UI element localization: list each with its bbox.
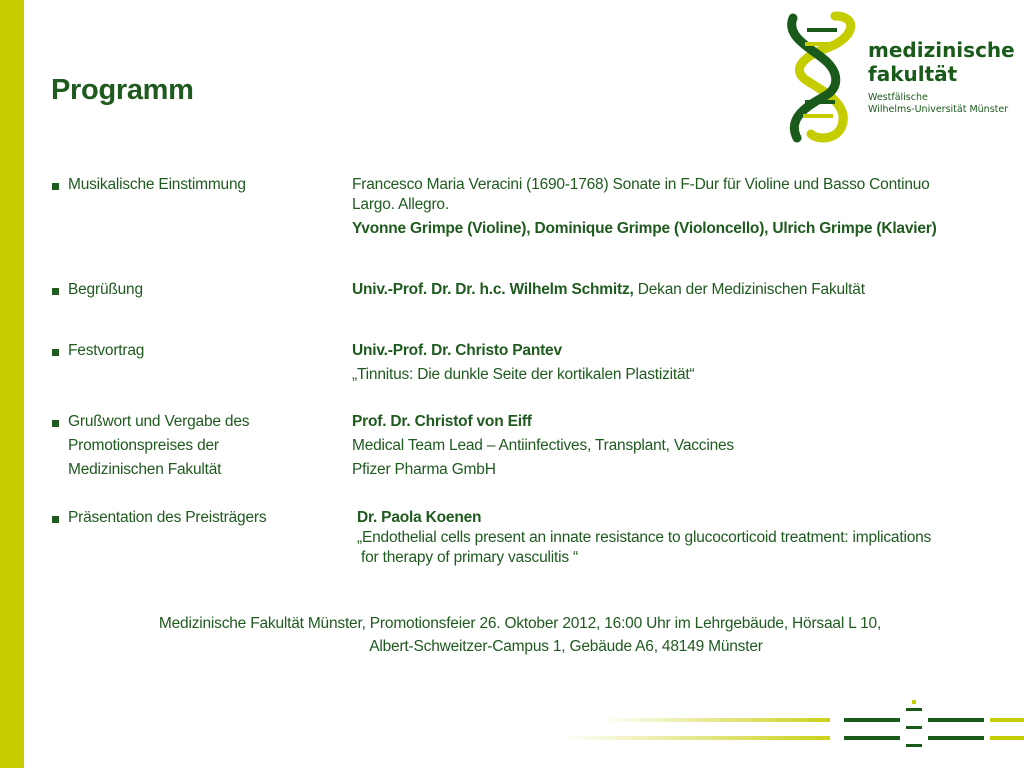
- item-label: Präsentation des Preisträgers: [68, 509, 267, 526]
- speaker-name: Prof. Dr. Christof von Eiff: [352, 413, 532, 430]
- lecture-title: „Tinnitus: Die dunkle Seite der kortikalen Plastizität“: [352, 366, 695, 383]
- logo-sub-line2: Wilhelms-Universität Münster: [868, 104, 1009, 115]
- item-label-line: Promotionspreises der: [68, 437, 219, 454]
- presentation-title-line: „Endothelial cells present an innate resistance to glucocorticoid treatment: implications: [357, 529, 932, 546]
- bullet-icon: [52, 288, 59, 295]
- logo-name-line2: fakultät: [868, 62, 958, 86]
- logo-name-line1: medizinische: [868, 38, 1015, 62]
- faculty-logo: [775, 10, 1020, 145]
- logo-sub-line1: Westfälische: [868, 92, 928, 103]
- item-label-line: Medizinischen Fakultät: [68, 461, 222, 478]
- logo-name: [868, 38, 1015, 86]
- item-content: [352, 280, 1002, 300]
- speaker-name: Dr. Paola Koenen: [357, 509, 482, 526]
- item-content: [352, 175, 1002, 239]
- speaker-role: Medical Team Lead – Antiinfectives, Transplant, Vaccines: [352, 437, 734, 454]
- item-line: Largo. Allegro.: [352, 196, 449, 213]
- bullet-icon: [52, 420, 59, 427]
- speaker-name: Univ.-Prof. Dr. Christo Pantev: [352, 342, 562, 359]
- item-label-line: Grußwort und Vergabe des: [68, 413, 250, 430]
- footer-line2: Albert-Schweitzer-Campus 1, Gebäude A6, 48149 Münster: [369, 638, 763, 655]
- speaker-name: Univ.-Prof. Dr. Dr. h.c. Wilhelm Schmitz,: [352, 281, 634, 298]
- performers: Yvonne Grimpe (Violine), Dominique Grimpe (Violoncello), Ulrich Grimpe (Klavier): [352, 220, 937, 237]
- decorative-stripes: [560, 690, 1024, 768]
- speaker-company: Pfizer Pharma GmbH: [352, 461, 496, 478]
- speaker-role: Dekan der Medizinischen Fakultät: [633, 281, 865, 298]
- item-line: Francesco Maria Veracini (1690-1768) Sonate in F-Dur für Violine und Basso Continuo: [352, 176, 930, 193]
- logo-subtitle: [868, 92, 1008, 116]
- item-label: Festvortrag: [68, 342, 145, 359]
- event-footer: [0, 612, 1024, 658]
- bullet-icon: [52, 349, 59, 356]
- item-label: Begrüßung: [68, 281, 143, 298]
- presentation-title-line: for therapy of primary vasculitis “: [361, 549, 578, 566]
- item-label: Musikalische Einstimmung: [68, 176, 246, 193]
- item-label: [68, 410, 249, 482]
- bullet-icon: [52, 516, 59, 523]
- dna-helix-icon: [775, 10, 865, 145]
- item-content: [352, 410, 1002, 482]
- footer-line1: Medizinische Fakultät Münster, Promotionsfeier 26. Oktober 2012, 16:00 Uhr im Lehrgebäude, Hörsaal L 10,: [158, 615, 882, 632]
- item-content: [357, 508, 1007, 568]
- page-title: Programm: [51, 74, 194, 106]
- item-content: [352, 341, 1002, 385]
- bullet-icon: [52, 183, 59, 190]
